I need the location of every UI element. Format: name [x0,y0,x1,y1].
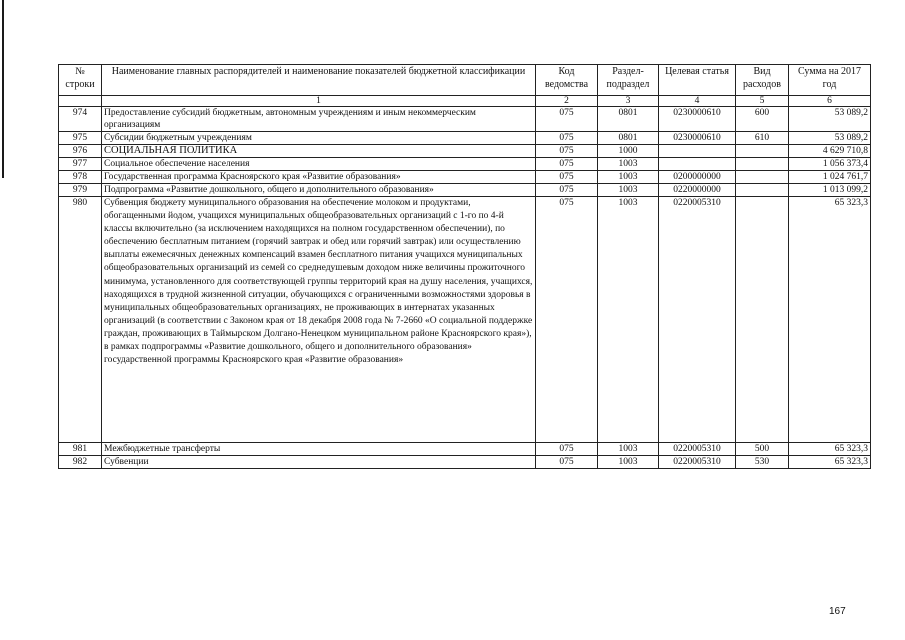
department-code: 075 [536,158,598,171]
department-code: 075 [536,456,598,469]
column-number: 2 [536,96,598,107]
column-number-row [59,96,871,107]
section-code: 1003 [598,171,659,184]
row-number: 979 [59,184,102,197]
column-number [59,96,102,107]
table-row [59,456,871,469]
column-number: 6 [789,96,871,107]
table-row [59,443,871,456]
amount: 53 089,2 [789,107,871,132]
row-name: Социальное обеспечение населения [102,158,536,171]
amount: 1 013 099,2 [789,184,871,197]
amount: 65 323,3 [789,197,871,443]
target-item: 0220005310 [659,456,736,469]
table-row [59,132,871,145]
row-number: 977 [59,158,102,171]
table-row [59,184,871,197]
department-code: 075 [536,443,598,456]
target-item [659,158,736,171]
table-row [59,171,871,184]
column-number: 4 [659,96,736,107]
budget-table [58,64,871,469]
row-number: 976 [59,145,102,158]
amount: 4 629 710,8 [789,145,871,158]
table-row [59,197,871,443]
table-row [59,158,871,171]
section-code: 1003 [598,443,659,456]
expense-type [736,184,789,197]
department-code: 075 [536,145,598,158]
section-code: 1000 [598,145,659,158]
amount: 65 323,3 [789,456,871,469]
target-item: 0220000000 [659,184,736,197]
header-sum: Сумма на 2017 год [789,65,871,96]
row-name: Предоставление субсидий бюджетным, автономным учреждениям и иным некоммерческим организациям [102,107,536,132]
header-department-code: Код ведомства [536,65,598,96]
row-number: 974 [59,107,102,132]
row-number: 978 [59,171,102,184]
row-number: 981 [59,443,102,456]
row-name: Межбюджетные трансферты [102,443,536,456]
row-name: Субвенции [102,456,536,469]
column-number: 1 [102,96,536,107]
department-code: 075 [536,184,598,197]
amount: 65 323,3 [789,443,871,456]
row-name: СОЦИАЛЬНАЯ ПОЛИТИКА [102,145,536,158]
target-item: 0220005310 [659,443,736,456]
row-number: 975 [59,132,102,145]
target-item: 0220005310 [659,197,736,443]
expense-type [736,171,789,184]
page-number: 167 [829,606,846,617]
section-code: 1003 [598,456,659,469]
expense-type [736,158,789,171]
header-target-item: Целевая статья [659,65,736,96]
row-name: Субсидии бюджетным учреждениям [102,132,536,145]
section-code: 0801 [598,107,659,132]
table-row [59,107,871,132]
amount: 1 024 761,7 [789,171,871,184]
section-code: 1003 [598,184,659,197]
department-code: 075 [536,132,598,145]
column-number: 3 [598,96,659,107]
target-item: 0200000000 [659,171,736,184]
expense-type [736,145,789,158]
department-code: 075 [536,171,598,184]
row-name: Государственная программа Красноярского края «Развитие образования» [102,171,536,184]
target-item: 0230000610 [659,132,736,145]
expense-type [736,197,789,443]
expense-type: 610 [736,132,789,145]
section-code: 1003 [598,197,659,443]
row-number: 980 [59,197,102,443]
header-row-number: № строки [59,65,102,96]
section-code: 1003 [598,158,659,171]
header-section: Раздел-подраздел [598,65,659,96]
row-number: 982 [59,456,102,469]
table-row [59,145,871,158]
amount: 1 056 373,4 [789,158,871,171]
department-code: 075 [536,197,598,443]
expense-type: 600 [736,107,789,132]
department-code: 075 [536,107,598,132]
row-name: Субвенция бюджету муниципального образования на обеспечение молоком и продуктами, обогащенными йодом, учащихся муниципальных общеобразовательных организаций с 1-го по 4-й классы включительно (за исключением находящихся на полном государственном обеспечении), по обеспечению бесплатным питанием (горячий завтрак и обед или горячий завтрак) или осуществлению выплаты ежемесячных денежных компенсаций взамен бесплатного питания учащихся муниципальных общеобразовательных организаций из семей со среднедушевым доходом ниже величины прожиточного минимума, установленного для соответствующей группы территорий края на душу населения, учащихся, находящихся в трудной жизненной ситуации, обучающихся с ограниченными возможностями здоровья в муниципальных общеобразовательных организациях, не проживающих в интернатах указанных организаций (в соответствии с Законом края от 18 декабря 2008 года № 7-2660 «О социальной поддержке граждан, проживающих в Таймырском Долгано-Ненецком муниципальном районе Красноярского края»), в рамках подпрограммы «Развитие дошкольного, общего и дополнительного образования» государственной программы Красноярского края «Развитие образования» [102,197,536,443]
amount: 53 089,2 [789,132,871,145]
target-item [659,145,736,158]
header-name: Наименование главных распорядителей и наименование показателей бюджетной классификации [102,65,536,96]
column-number: 5 [736,96,789,107]
expense-type: 530 [736,456,789,469]
target-item: 0230000610 [659,107,736,132]
header-expense-type: Вид расходов [736,65,789,96]
binding-margin-line [2,0,4,178]
row-name: Подпрограмма «Развитие дошкольного, общего и дополнительного образования» [102,184,536,197]
section-code: 0801 [598,132,659,145]
expense-type: 500 [736,443,789,456]
